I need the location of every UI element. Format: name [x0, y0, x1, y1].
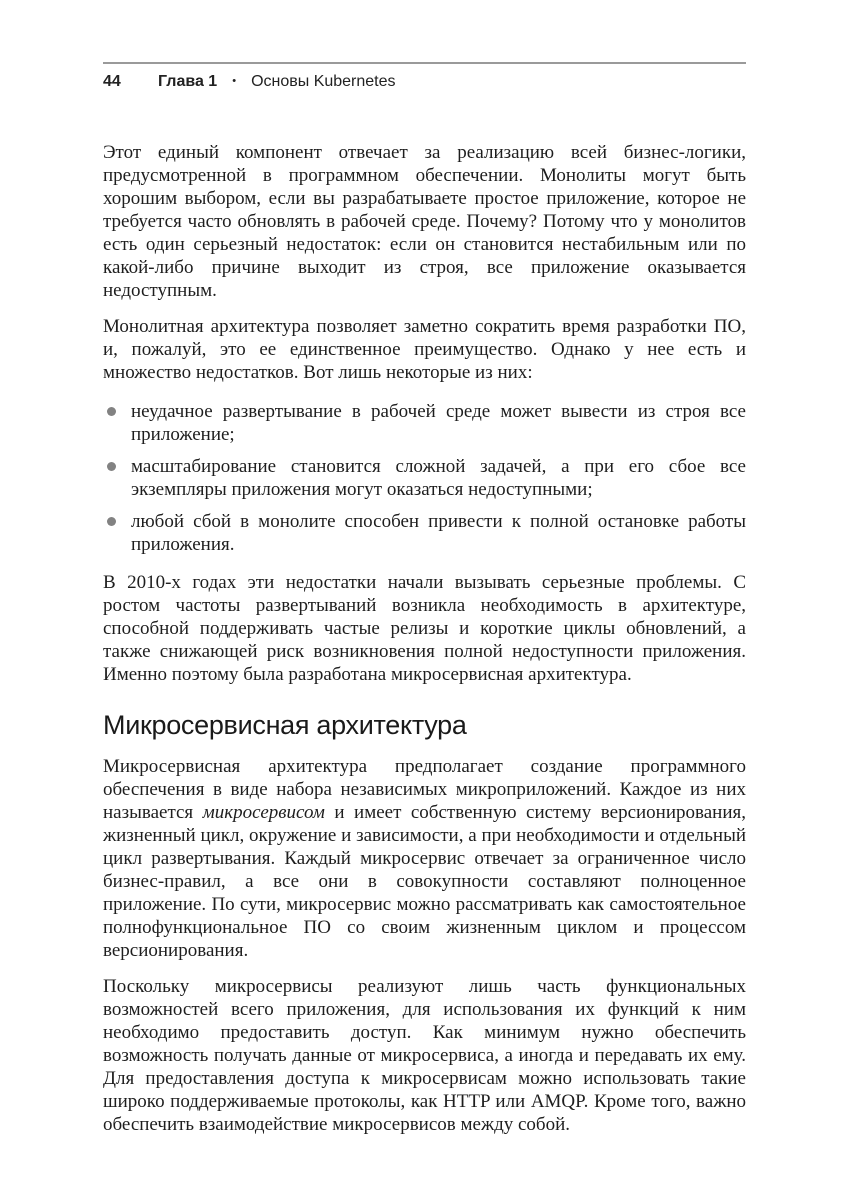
- section-heading: Микросервисная архитектура: [103, 710, 467, 740]
- paragraph-monolith-advantages: Монолитная архитектура позволяет заметно сократить время разработки ПО, и, пожалуй, это ее единственное преимущество. Однако у нее есть и множество недостатков. Вот лишь некоторые из них:: [103, 316, 746, 383]
- list-item-text: любой сбой в монолите способен привести к полной остановке работы приложения.: [131, 511, 746, 555]
- paragraph-2010s-problems: В 2010-х годах эти недостатки начали вызывать серьезные проблемы. С ростом частоты развертываний возникла необходимость в архитектуре, способной поддерживать частые релизы и короткие циклы обновлений, а также снижающей риск возникновения полной недоступности приложения. Именно поэтому была разработана микросервисная архитектура.: [103, 572, 746, 685]
- text-run: Микросервисная архитектура предполагает создание программного обеспечения в виде набора независимых микроприложений. Каждое из них называется: [103, 756, 746, 823]
- page-header: [103, 62, 746, 91]
- drawbacks-list: [103, 400, 746, 556]
- italic-term: микросервисом: [202, 802, 325, 823]
- page-content: [103, 141, 746, 1136]
- paragraph-microservices-definition: [103, 755, 746, 962]
- bullet-icon: [107, 407, 116, 416]
- bullet-icon: [107, 517, 116, 526]
- chapter-label: Глава 1: [158, 73, 218, 90]
- list-item-text: масштабирование становится сложной задачей, а при его сбое все экземпляры приложения могут оказаться недоступными;: [131, 456, 746, 500]
- list-item-text: неудачное развертывание в рабочей среде может вывести из строя все приложение;: [131, 401, 746, 445]
- list-item: [103, 455, 746, 501]
- running-head: [103, 73, 746, 91]
- header-rule: [103, 62, 746, 64]
- paragraph-monolith-component: Этот единый компонент отвечает за реализацию всей бизнес-логики, предусмотренной в программном обеспечении. Монолиты могут быть хорошим выбором, если вы разрабатываете простое приложение, которое не требуется часто обновлять в рабочей среде. Почему? Потому что у монолитов есть один серьезный недостаток: если он становится нестабильным или по какой-либо причине выходит из строя, все приложение оказывается недоступным.: [103, 142, 746, 301]
- list-item: [103, 400, 746, 446]
- text-run: и имеет собственную систему версионирования, жизненный цикл, окружение и зависимости, а при необходимости и отдельный цикл развертывания. Каждый микросервис отвечает за ограниченное число бизнес-правил, а все они в совокупности составляют полноценное приложение. По сути, микросервис можно рассматривать как самостоятельное полнофункциональное ПО со своим жизненным циклом и процессом версионирования.: [103, 802, 746, 961]
- paragraph-microservices-access: Поскольку микросервисы реализуют лишь часть функциональных возможностей всего приложения, для использования их функций к ним необходимо предоставить доступ. Как минимум нужно обеспечить возможность получать данные от микросервиса, а иногда и передавать их ему. Для предоставления доступа к микросервисам можно использовать такие широко поддерживаемые протоколы, как HTTP или AMQP. Кроме того, важно обеспечить взаимодействие микросервисов между собой.: [103, 976, 746, 1135]
- page-number: 44: [103, 73, 121, 90]
- running-title: Основы Kubernetes: [251, 73, 396, 90]
- bullet-icon: [107, 462, 116, 471]
- separator-dot-icon: •: [232, 75, 237, 87]
- list-item: [103, 510, 746, 556]
